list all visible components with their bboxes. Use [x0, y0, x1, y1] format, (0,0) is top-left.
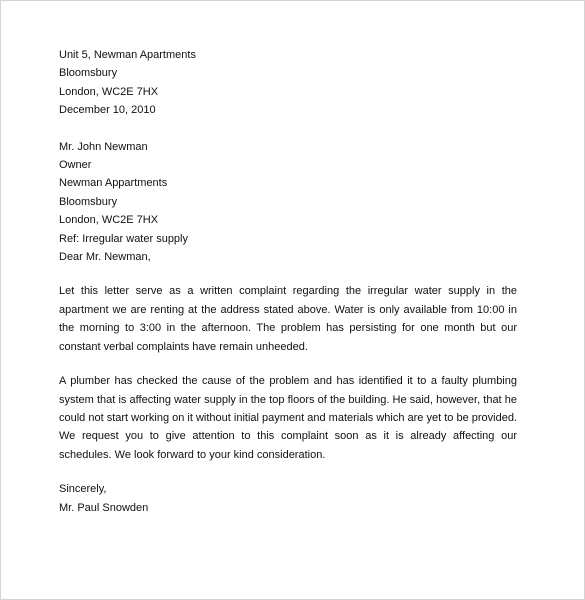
spacer [59, 356, 517, 372]
signature-name: Mr. Paul Snowden [59, 501, 149, 514]
sender-address [59, 46, 517, 120]
spacer [59, 120, 517, 138]
letter-date: December 10, 2010 [59, 104, 156, 117]
complaint-letter [59, 46, 517, 517]
body-paragraph-2: A plumber has checked the cause of the problem and has identified it to a faulty plumbing system that is affecting water supply in the top floors of the building. He said, however, that he could not start working on it without initial payment and materials which are yet to be provided. We request you to give attention to this complaint soon as it is already affecting our schedules. We look forward to your kind consideration. [59, 375, 517, 461]
body-paragraph-1: Let this letter serve as a written complaint regarding the irregular water supply in the apartment we are renting at the address stated above. Water is only available from 10:00 in the morning to 3:00 in the afternoon. The problem has persisting for one month but our constant verbal complaints have remain unheeded. [59, 285, 517, 353]
sender-address-line-3: London, WC2E 7HX [59, 85, 159, 98]
sign-off [59, 480, 517, 517]
sender-address-line-2: Bloomsbury [59, 67, 118, 80]
recipient-company: Newman Appartments [59, 177, 168, 190]
recipient-address [59, 138, 517, 267]
sender-address-line-1: Unit 5, Newman Apartments [59, 49, 196, 61]
salutation: Dear Mr. Newman, [59, 251, 151, 264]
spacer [59, 266, 517, 282]
reference-line: Ref: Irregular water supply [59, 232, 188, 245]
spacer [59, 464, 517, 480]
recipient-address-line-1: Bloomsbury [59, 195, 118, 208]
recipient-name: Mr. John Newman [59, 140, 148, 153]
closing: Sincerely, [59, 483, 107, 496]
recipient-title: Owner [59, 159, 92, 172]
recipient-address-line-2: London, WC2E 7HX [59, 214, 159, 227]
